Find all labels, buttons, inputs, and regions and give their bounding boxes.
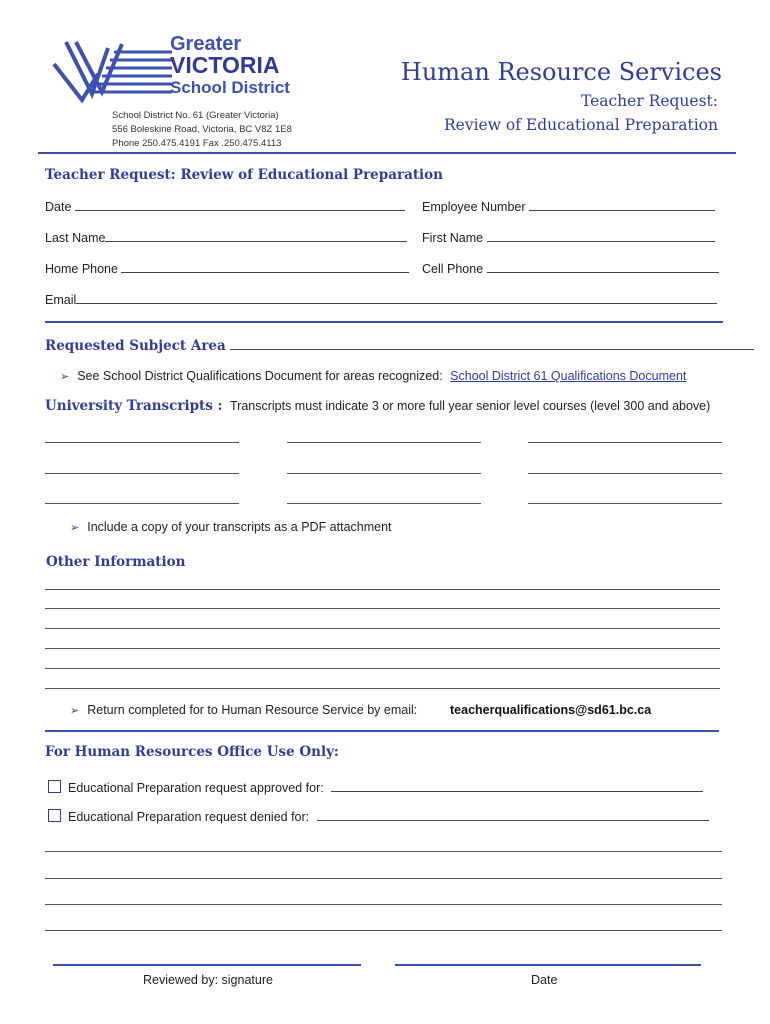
email-field[interactable] (45, 292, 717, 307)
subject-area-label: Requested Subject Area (45, 338, 226, 354)
denied-label: Educational Preparation request denied for: (68, 810, 310, 824)
transcript-line[interactable] (45, 503, 239, 504)
page-title: Human Resource Services (400, 58, 722, 86)
home-phone-label: Home Phone (45, 262, 118, 276)
office-notes-line[interactable] (45, 878, 722, 879)
cell-phone-field[interactable] (422, 261, 719, 276)
other-information-line[interactable] (45, 688, 720, 689)
signature-line[interactable] (53, 964, 361, 966)
office-notes-line[interactable] (45, 930, 722, 931)
district-logo (52, 34, 292, 106)
other-information-line[interactable] (45, 608, 720, 609)
date-label: Date (45, 200, 72, 214)
transcripts-attachment-text: Include a copy of your transcripts as a PDF attachment (87, 520, 392, 534)
page-subtitle-2: Review of Educational Preparation (443, 116, 718, 134)
logo-school-district: School District (170, 78, 290, 97)
last-name-input-line[interactable] (105, 230, 407, 242)
hr-email-link[interactable]: teacherqualifications@sd61.bc.ca (450, 703, 652, 717)
employee-number-label: Employee Number (422, 200, 526, 214)
transcript-line[interactable] (45, 473, 239, 474)
subject-area-field[interactable] (45, 337, 754, 355)
section-divider-1 (45, 321, 723, 323)
other-information-line[interactable] (45, 668, 720, 669)
cell-phone-input-line[interactable] (487, 261, 719, 273)
office-notes-line[interactable] (45, 904, 722, 905)
employee-number-input-line[interactable] (529, 199, 715, 211)
transcripts-label: University Transcripts : (45, 398, 223, 414)
page-subtitle-1: Teacher Request: (580, 92, 718, 110)
date-field[interactable] (45, 199, 405, 214)
transcript-line[interactable] (45, 442, 239, 443)
office-use-label: For Human Resources Office Use Only: (45, 744, 339, 760)
denied-input-line[interactable] (317, 809, 709, 821)
home-phone-input-line[interactable] (121, 261, 409, 273)
return-note (70, 703, 417, 717)
email-label: Email (45, 293, 77, 307)
other-information-label: Other Information (46, 554, 186, 570)
office-notes-line[interactable] (45, 851, 722, 852)
approved-label: Educational Preparation request approved for: (68, 781, 324, 795)
home-phone-field[interactable] (45, 261, 409, 276)
transcripts-note: Transcripts must indicate 3 or more full year senior level courses (level 300 and above) (229, 399, 711, 413)
approved-checkbox[interactable] (48, 780, 61, 793)
address-block (112, 109, 292, 151)
signature-date-line[interactable] (395, 964, 701, 966)
approved-input-line[interactable] (331, 780, 703, 792)
address-line-3: Phone 250.475.4191 Fax .250.475.4113 (112, 138, 282, 149)
other-information-line[interactable] (45, 648, 720, 649)
first-name-label: First Name (422, 231, 484, 245)
arrow-bullet-icon: ➢ (70, 705, 80, 717)
header-divider (38, 152, 736, 154)
last-name-label: Last Name (45, 231, 106, 245)
denied-row[interactable] (48, 809, 709, 824)
return-note-text: Return completed for to Human Resource Service by email: (87, 703, 418, 717)
address-line-2: 556 Boleskine Road, Victoria, BC V8Z 1E8 (112, 124, 292, 135)
cell-phone-label: Cell Phone (422, 262, 484, 276)
denied-checkbox[interactable] (48, 809, 61, 822)
transcript-line[interactable] (287, 442, 481, 443)
date-input-line[interactable] (75, 199, 405, 211)
logo-victoria: VICTORIA (170, 52, 280, 78)
logo-greater: Greater (170, 33, 242, 55)
transcript-line[interactable] (528, 503, 722, 504)
reviewed-by-label: Reviewed by: signature (143, 973, 273, 987)
transcripts-row (45, 397, 710, 415)
other-information-line[interactable] (45, 628, 720, 629)
first-name-input-line[interactable] (487, 230, 715, 242)
subject-area-input-line[interactable] (230, 338, 754, 350)
logo-chevron-icon (52, 34, 177, 106)
last-name-field[interactable] (45, 230, 407, 245)
transcript-line[interactable] (528, 442, 722, 443)
other-information-line[interactable] (45, 589, 720, 590)
email-input-line[interactable] (76, 292, 717, 304)
arrow-bullet-icon: ➢ (70, 522, 80, 534)
transcript-line[interactable] (528, 473, 722, 474)
arrow-bullet-icon: ➢ (60, 371, 70, 383)
first-name-field[interactable] (422, 230, 715, 245)
section-title: Teacher Request: Review of Educational Preparation (45, 167, 443, 183)
transcripts-attachment-note (70, 520, 392, 534)
transcript-line[interactable] (287, 503, 481, 504)
section-divider-2 (45, 730, 719, 732)
employee-number-field[interactable] (422, 199, 715, 214)
subject-note-text: See School District Qualifications Document for areas recognized: (77, 369, 443, 383)
qualifications-document-link[interactable]: School District 61 Qualifications Document (450, 369, 687, 383)
transcript-line[interactable] (287, 473, 481, 474)
subject-note (60, 369, 686, 383)
signature-date-label: Date (531, 973, 558, 987)
approved-row[interactable] (48, 780, 703, 795)
address-line-1: School District No. 61 (Greater Victoria) (112, 110, 279, 121)
